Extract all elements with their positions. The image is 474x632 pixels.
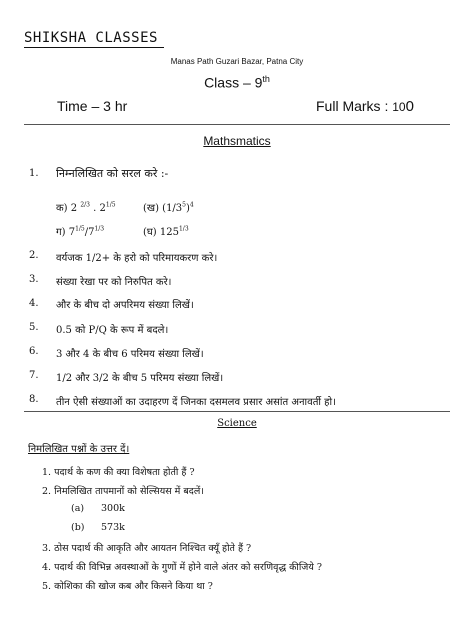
q1-part-a: क) 2 $^{2/3}$ . $2^{1/5}$ xyxy=(56,201,116,214)
question-text: और के बीच दो अपरिमय संख्या लिखें। xyxy=(56,300,194,311)
science-q2-part-a-value: 300k xyxy=(101,503,125,514)
question-text: 0.5 को P/Q के रूप में बदले। xyxy=(56,325,169,336)
exam-time: Time – 3 hr xyxy=(57,98,128,114)
marks-value-b: 0 xyxy=(405,98,414,115)
class-heading xyxy=(0,74,474,91)
science-question-2: 2. निमलिखित तापमानों को सेल्सियस में बदलें। xyxy=(42,486,204,497)
q1-part-d: (घ) $125^{1/3}$ xyxy=(143,225,189,238)
q1-part-c: ग) $7^{1/5}/7^{1/3}$ xyxy=(56,225,105,238)
question-text: वर्यजक 1/2+ के हरो को परिमायकरण करे। xyxy=(56,253,218,264)
science-question-3: 3. ठोस पदार्थ की आकृति और आयतन निश्चित क्यूँ होते हैं ? xyxy=(42,543,252,554)
institute-address: Manas Path Guzari Bazar, Patna City xyxy=(170,57,304,66)
maths-section-title: Mathsmatics xyxy=(203,134,271,148)
question-number: 2. xyxy=(29,250,39,261)
question-number: 3. xyxy=(29,274,39,285)
science-question-4: 4. पदार्थ की विभिन्न अवस्थाओं के गुणों में होने वाले अंतर को सरणिवृद्ध कीजिये ? xyxy=(42,562,322,573)
question-number: 7. xyxy=(29,370,39,381)
science-question-1: 1. पदार्थ के कण की क्या विशेषता होती हैं ? xyxy=(42,467,195,478)
science-q2-part-a-label: (a) xyxy=(71,503,85,514)
science-q2-part-b-label: (b) xyxy=(71,522,85,533)
marks-value-a: 10 xyxy=(392,100,406,114)
question-text: संख्या रेखा पर को निरुपित करे। xyxy=(56,277,172,288)
science-q2-part-b-value: 573k xyxy=(101,522,125,533)
title-underline xyxy=(24,47,164,48)
question-number: 8. xyxy=(29,394,39,405)
full-marks xyxy=(316,98,414,115)
question-text: 3 और 4 के बीच 6 परिमय संख्या लिखें। xyxy=(56,349,204,360)
marks-label: Full Marks : xyxy=(316,98,393,114)
header-divider xyxy=(24,124,450,125)
science-section-title: Science xyxy=(217,418,257,429)
science-question-5: 5. कोशिका की खोज कब और किसने किया था ? xyxy=(42,581,213,592)
question-number: 1. xyxy=(29,168,39,179)
question-number: 4. xyxy=(29,298,39,309)
section-divider xyxy=(24,411,450,412)
question-text: 1/2 और 3/2 के बीच 5 परिमय संख्या लिखें। xyxy=(56,373,224,384)
institute-name: SHIKSHA CLASSES xyxy=(24,30,158,46)
question-text: निम्नलिखित को सरल करे :- xyxy=(56,167,169,180)
question-text: तीन ऐसी संख्याओं का उदाहरण दें जिनका दसमलव प्रसार असांत अनावर्ती हो। xyxy=(56,397,336,408)
question-number: 6. xyxy=(29,346,39,357)
q1-part-b: (ख) $(1/3^5)^4$ xyxy=(143,201,194,214)
question-number: 5. xyxy=(29,322,39,333)
class-label: Class – 9 xyxy=(204,74,263,91)
science-instruction: निमलिखित पश्नों के उत्तर दें। xyxy=(28,444,130,455)
class-suffix: th xyxy=(262,74,270,84)
